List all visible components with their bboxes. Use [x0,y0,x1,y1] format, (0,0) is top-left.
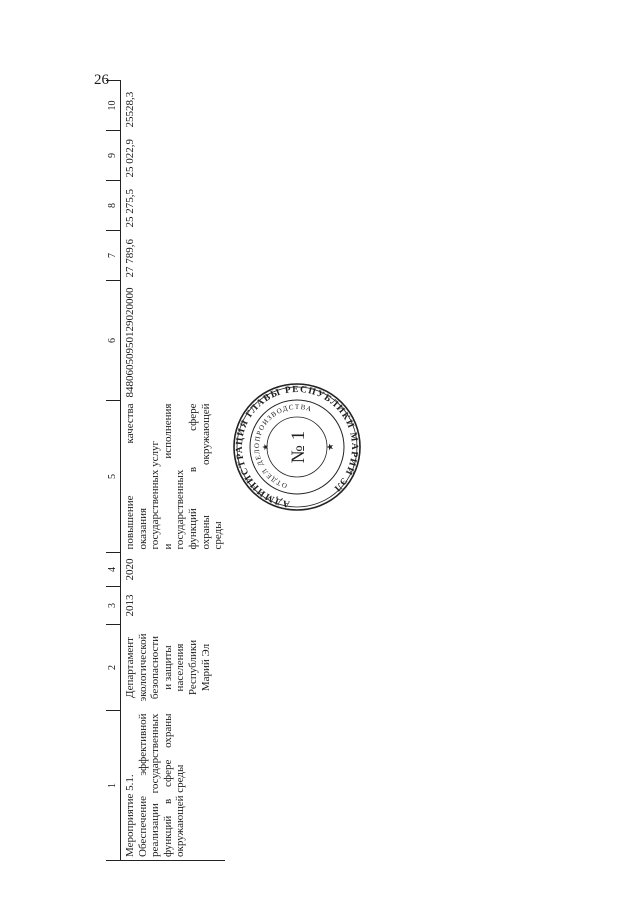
column-number-4: 4 [106,553,121,587]
column-number-6: 6 [106,281,121,401]
executor-cell [121,625,225,711]
start-year-cell: 2013 [124,594,136,617]
column-number-5: 5 [106,401,121,553]
result-line: и исполнения [161,403,174,550]
executor-line: безопасности [149,635,162,700]
rotated-table-sheet [106,81,246,861]
executor-line: экологической [136,633,149,702]
executor-line: Департамент [124,637,136,699]
result-line: государственных услуг [149,440,162,550]
result-line: охраны окружающей [199,403,212,550]
column-number-header-row [106,81,121,861]
svg-text:★: ★ [261,443,270,451]
executor-line: населения [174,643,187,692]
result-line: государственных [174,469,187,550]
svg-text:АДМИНИСТРАЦИЯ ГЛАВЫ РЕСПУБЛИКИ: АДМИНИСТРАЦИЯ ГЛАВЫ РЕСПУБЛИКИ МАРИЙ ЭЛ [234,384,360,509]
column-number-2: 2 [106,625,121,711]
result-line: повышение качества [124,403,136,550]
official-seal [232,382,362,512]
column-number-7: 7 [106,231,121,281]
column-number-9: 9 [106,131,121,181]
program-measures-table [106,80,225,861]
svg-text:★: ★ [325,442,335,452]
page-number: 26 [94,72,109,88]
measure-line: окружающей среды [174,764,187,857]
value-10-cell: 25528,3 [124,91,136,128]
column-number-8: 8 [106,181,121,231]
svg-text:ОТДЕЛ ДЕЛОПРОИЗВОДСТВА: ОТДЕЛ ДЕЛОПРОИЗВОДСТВА [252,402,314,490]
column-number-1: 1 [106,711,121,861]
executor-line: Республики [186,639,199,696]
measure-cell [121,711,225,861]
table-row [121,81,225,861]
result-cell [121,401,225,553]
value-7-cell: 27 789,6 [124,239,136,278]
value-9-cell: 25 022,9 [124,139,136,178]
budget-code-cell: 84806050950129020000 [124,287,136,398]
column-number-10: 10 [106,81,121,131]
end-year-cell: 2020 [124,558,136,581]
executor-line: Марий Эл [199,643,212,692]
svg-text:№ 1: № 1 [288,430,309,464]
result-line: оказания [136,507,149,550]
result-line: среды [212,521,225,550]
measure-line: Обеспечение эффективной [136,713,149,857]
value-8-cell: 25 275,5 [124,189,136,228]
column-number-3: 3 [106,587,121,625]
executor-line: и защиты [161,645,174,690]
measure-line: Мероприятие 5.1. [124,774,136,857]
measure-line: функций в сфере охраны [161,713,174,857]
result-line: функций в сфере [186,403,199,550]
measure-line: реализации государственных [149,713,162,857]
